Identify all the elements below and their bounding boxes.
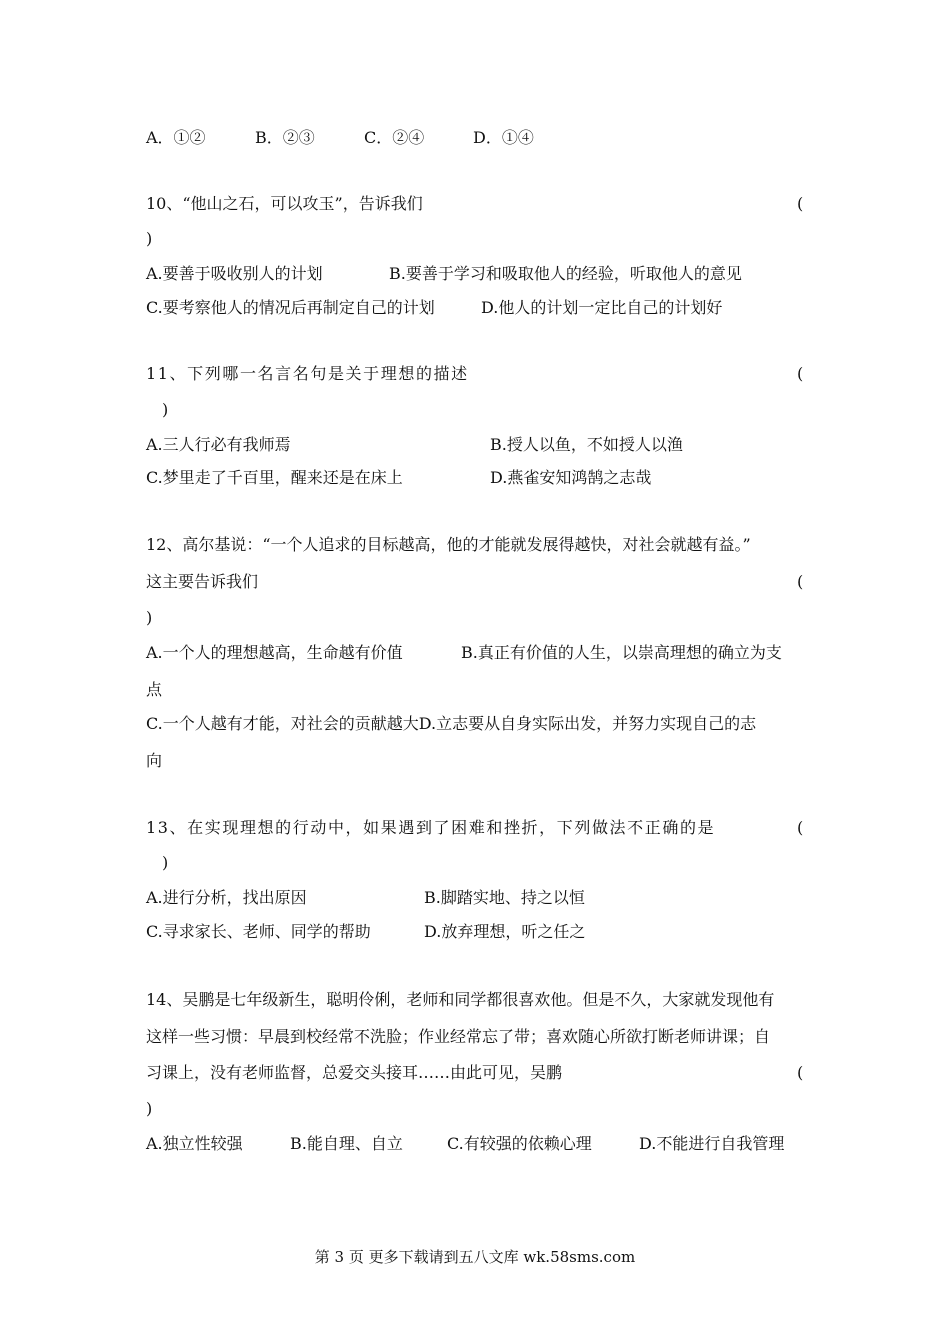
q12-option-a: A.一个人的理想越高，生命越有价值	[146, 643, 403, 662]
q11-option-d: D.燕雀安知鸿鹄之志哉	[490, 468, 652, 487]
q13-paren-open: (	[797, 818, 804, 837]
q12-stem-line2: 这主要告诉我们	[146, 572, 259, 591]
q14-stem-line3: 习课上，没有老师监督，总爱交头接耳……由此可见，吴鹏	[146, 1063, 563, 1082]
q13-option-d: D.放弃理想，听之任之	[424, 922, 586, 941]
q9-option-a: A．①②	[146, 128, 206, 147]
q11-option-a: A.三人行必有我师焉	[146, 435, 291, 454]
q9-option-b: B．②③	[255, 128, 315, 147]
q12-stem-line1: 12、高尔基说：“一个人追求的目标越高，他的才能就发展得越快，对社会就越有益。”	[146, 535, 751, 554]
q14-option-a: A.独立性较强	[146, 1134, 243, 1153]
q9-option-c: C．②④	[364, 128, 425, 147]
q10-option-d: D.他人的计划一定比自己的计划好	[481, 298, 723, 317]
q14-stem-line2: 这样一些习惯：早晨到校经常不洗脸；作业经常忘了带；喜欢随心所欲打断老师讲课；自	[146, 1027, 771, 1046]
q10-paren-close: )	[146, 229, 153, 248]
q13-option-c: C.寻求家长、老师、同学的帮助	[146, 922, 371, 941]
q11-paren-open: (	[797, 364, 804, 383]
q11-option-b: B.授人以鱼，不如授人以渔	[490, 435, 683, 454]
q10-stem: 10、“他山之石，可以攻玉”，告诉我们	[146, 194, 423, 213]
q14-option-d: D.不能进行自我管理	[639, 1134, 785, 1153]
q12-paren-close: )	[146, 608, 153, 627]
q11-paren-close: )	[162, 400, 169, 419]
q11-option-c: C.梦里走了千百里，醒来还是在床上	[146, 468, 403, 487]
q13-option-b: B.脚踏实地、持之以恒	[424, 888, 585, 907]
q14-stem-line1: 14、吴鹏是七年级新生，聪明伶俐，老师和同学都很喜欢他。但是不久，大家就发现他有	[146, 990, 775, 1009]
q12-option-cd-line2: 向	[146, 751, 163, 770]
q14-paren-open: (	[797, 1063, 804, 1082]
q12-option-cd-line1: C.一个人越有才能，对社会的贡献越大D.立志要从自身实际出发，并努力实现自己的志	[146, 714, 757, 733]
q13-paren-close: )	[162, 853, 169, 872]
q13-stem: 13、在实现理想的行动中，如果遇到了困难和挫折，下列做法不正确的是	[146, 818, 716, 837]
q10-option-c: C.要考察他人的情况后再制定自己的计划	[146, 298, 435, 317]
q10-option-b: B.要善于学习和吸取他人的经验，听取他人的意见	[389, 264, 742, 283]
q12-option-b-line1: B.真正有价值的人生，以崇高理想的确立为支	[461, 643, 782, 662]
q14-option-c: C.有较强的依赖心理	[447, 1134, 592, 1153]
q10-paren-open: (	[797, 194, 804, 213]
page-footer: 第 3 页 更多下载请到五八文库 wk.58sms.com	[314, 1248, 636, 1266]
q14-paren-close: )	[146, 1099, 153, 1118]
q11-stem: 11、下列哪一名言名句是关于理想的描述	[146, 364, 469, 383]
q13-option-a: A.进行分析，找出原因	[146, 888, 307, 907]
q10-option-a: A.要善于吸收别人的计划	[146, 264, 323, 283]
q12-paren-open: (	[797, 572, 804, 591]
q9-option-d: D．①④	[473, 128, 534, 147]
q12-option-b-line2: 点	[146, 680, 163, 699]
q14-option-b: B.能自理、自立	[290, 1134, 403, 1153]
